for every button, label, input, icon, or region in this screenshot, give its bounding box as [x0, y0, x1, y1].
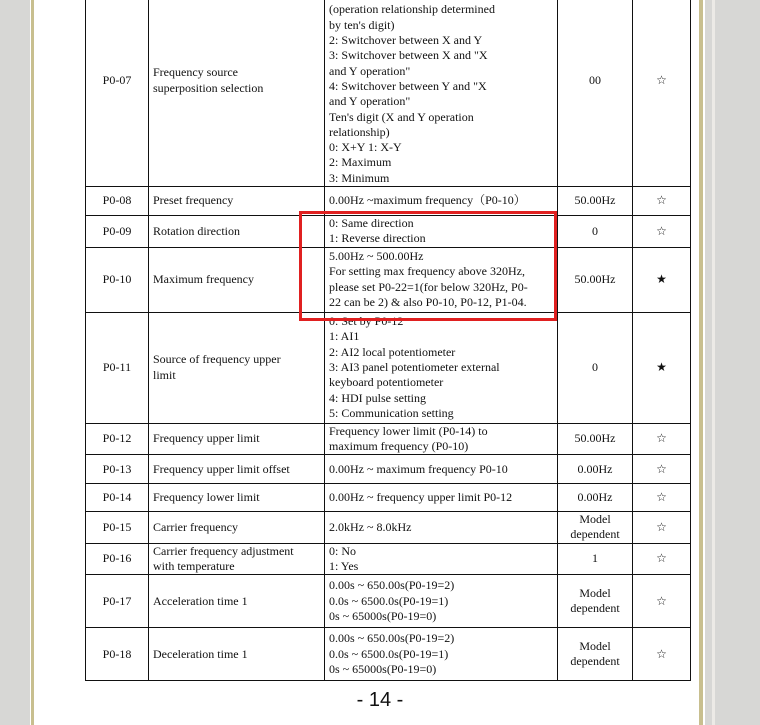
outline-star-icon: ☆	[656, 193, 667, 208]
page-left-border	[31, 0, 34, 725]
change-mark	[633, 0, 691, 187]
setting-range-line: maximum frequency (P0-10)	[329, 438, 469, 453]
default-value	[558, 0, 633, 187]
parameter-code: P0-08	[86, 187, 149, 216]
parameter-table	[85, 0, 691, 681]
setting-range-line: Frequency lower limit (P0-14) to	[329, 423, 488, 438]
viewer-background	[708, 0, 760, 725]
outline-star-icon: ☆	[656, 461, 667, 476]
parameter-name-line: Frequency source	[153, 65, 238, 80]
table-row	[86, 312, 691, 423]
change-mark	[633, 512, 691, 544]
setting-range	[325, 484, 558, 512]
table-row	[86, 484, 691, 512]
setting-range-line: 0.00s ~ 650.00s(P0-19=2)	[329, 631, 455, 646]
default-value-line: 0.00Hz	[577, 461, 613, 476]
page-right-border	[699, 0, 703, 725]
default-value	[558, 512, 633, 544]
setting-range-line: Ten's digit (X and Y operation	[329, 109, 474, 124]
parameter-name-line: Frequency upper limit offset	[153, 461, 290, 476]
table-row	[86, 543, 691, 575]
setting-range-line: 1: Reverse direction	[329, 231, 426, 246]
change-mark	[633, 423, 691, 455]
setting-range-line: 2: AI2 local potentiometer	[329, 344, 456, 359]
change-mark	[633, 628, 691, 681]
setting-range-line: 0.0s ~ 6500.0s(P0-19=1)	[329, 593, 449, 608]
outline-star-icon: ☆	[656, 551, 667, 566]
change-mark	[633, 216, 691, 248]
setting-range-line: 4: HDI pulse setting	[329, 390, 426, 405]
default-value-line: 0.00Hz	[577, 490, 613, 505]
change-mark	[633, 484, 691, 512]
setting-range-line: 5.00Hz ~ 500.00Hz	[329, 249, 424, 263]
default-value	[558, 187, 633, 216]
setting-range-line: 0: Set by P0-12	[329, 314, 404, 329]
setting-range-line: 3: AI3 panel potentiometer external	[329, 359, 500, 374]
parameter-name	[149, 484, 325, 512]
default-value-line: dependent	[570, 527, 620, 542]
setting-range-line: please set P0-22=1(for below 320Hz, P0-	[329, 279, 528, 294]
default-value	[558, 312, 633, 423]
parameter-code: P0-12	[86, 423, 149, 455]
outline-star-icon: ☆	[656, 519, 667, 534]
default-value	[558, 484, 633, 512]
setting-range-line: 0: No	[329, 543, 356, 558]
setting-range-line: 1: Yes	[329, 559, 359, 574]
parameter-name	[149, 628, 325, 681]
table-row	[86, 575, 691, 628]
filled-star-icon: ★	[656, 359, 667, 374]
default-value-line: 50.00Hz	[574, 431, 616, 446]
setting-range-line: 1: AI1	[329, 329, 360, 344]
parameter-name-line: with temperature	[153, 559, 235, 574]
parameter-name-line: Deceleration time 1	[153, 646, 248, 661]
default-value	[558, 543, 633, 575]
parameter-name-line: Source of frequency upper	[153, 352, 281, 367]
setting-range-line: 2.0kHz ~ 8.0kHz	[329, 519, 412, 534]
parameter-code: P0-07	[86, 0, 149, 187]
setting-range-line: (operation relationship determined	[329, 2, 495, 17]
setting-range-line: 0: X+Y 1: X-Y	[329, 140, 402, 155]
setting-range-line: 2: Maximum	[329, 155, 392, 170]
setting-range-line: 22 can be 2) & also P0-10, P0-12, P1-04.	[329, 294, 527, 309]
setting-range-line: and Y operation"	[329, 94, 411, 109]
setting-range	[325, 575, 558, 628]
setting-range	[325, 455, 558, 484]
parameter-code: P0-11	[86, 312, 149, 423]
setting-range-line: 0.00Hz ~ maximum frequency P0-10	[329, 461, 508, 476]
change-mark	[633, 543, 691, 575]
parameter-name-line: Frequency lower limit	[153, 490, 260, 505]
outline-star-icon: ☆	[656, 646, 667, 661]
setting-range	[325, 628, 558, 681]
change-mark	[633, 455, 691, 484]
setting-range-line: by ten's digit)	[329, 17, 395, 32]
setting-range-line: 5: Communication setting	[329, 405, 454, 420]
parameter-name-line: limit	[153, 367, 176, 382]
page-number: - 14 -	[356, 689, 404, 711]
setting-range	[325, 543, 558, 575]
parameter-name	[149, 543, 325, 575]
setting-range-line: 0s ~ 65000s(P0-19=0)	[329, 609, 437, 624]
outline-star-icon: ☆	[656, 431, 667, 446]
change-mark	[633, 312, 691, 423]
parameter-name-line: Carrier frequency adjustment	[153, 543, 294, 558]
setting-range-line: 3: Minimum	[329, 170, 390, 185]
table-row	[86, 455, 691, 484]
parameter-name-line: Carrier frequency	[153, 519, 238, 534]
change-mark	[633, 575, 691, 628]
filled-star-icon: ★	[656, 271, 667, 286]
parameter-code: P0-13	[86, 455, 149, 484]
setting-range-line: 0s ~ 65000s(P0-19=0)	[329, 662, 437, 677]
setting-range-line: and Y operation"	[329, 63, 411, 78]
default-value	[558, 247, 633, 312]
parameter-name	[149, 0, 325, 187]
parameter-code: P0-14	[86, 484, 149, 512]
change-mark	[633, 187, 691, 216]
setting-range-line: 2: Switchover between X and Y	[329, 33, 483, 48]
setting-range-line: 4: Switchover between Y and "X	[329, 78, 487, 93]
parameter-table-body	[86, 0, 691, 681]
parameter-name	[149, 455, 325, 484]
red-highlight-box	[299, 211, 557, 321]
setting-range-line: relationship)	[329, 124, 390, 139]
default-value-line: 00	[589, 72, 601, 87]
parameter-name-line: Rotation direction	[153, 223, 240, 238]
default-value-line: Model	[579, 586, 611, 601]
viewer-scroll-gutter	[712, 0, 715, 725]
setting-range-line: 0.0s ~ 6500.0s(P0-19=1)	[329, 646, 449, 661]
outline-star-icon: ☆	[656, 490, 667, 505]
outline-star-icon: ☆	[656, 223, 667, 238]
outline-star-icon: ☆	[656, 72, 667, 87]
parameter-code: P0-15	[86, 512, 149, 544]
parameter-name-line: Acceleration time 1	[153, 593, 248, 608]
setting-range-line: For setting max frequency above 320Hz,	[329, 264, 525, 279]
default-value-line: 50.00Hz	[574, 271, 616, 286]
default-value-line: Model	[579, 639, 611, 654]
default-value-line: dependent	[570, 654, 620, 669]
default-value-line: dependent	[570, 601, 620, 616]
parameter-name-line: Maximum frequency	[153, 271, 254, 286]
default-value	[558, 575, 633, 628]
setting-range-line: 0.00Hz ~ frequency upper limit P0-12	[329, 490, 513, 505]
default-value	[558, 628, 633, 681]
setting-range	[325, 512, 558, 544]
parameter-name	[149, 423, 325, 455]
parameter-name	[149, 312, 325, 423]
change-mark	[633, 247, 691, 312]
default-value	[558, 216, 633, 248]
table-row	[86, 423, 691, 455]
parameter-name	[149, 512, 325, 544]
outline-star-icon: ☆	[656, 593, 667, 608]
setting-range	[325, 312, 558, 423]
parameter-name-line: superposition selection	[153, 80, 264, 95]
setting-range-line: 0.00s ~ 650.00s(P0-19=2)	[329, 578, 455, 593]
default-value	[558, 423, 633, 455]
parameter-code: P0-09	[86, 216, 149, 248]
table-row	[86, 628, 691, 681]
table-row	[86, 512, 691, 544]
parameter-code: P0-17	[86, 575, 149, 628]
setting-range-line: 3: Switchover between X and "X	[329, 48, 488, 63]
setting-range	[325, 0, 558, 187]
parameter-name-line: Frequency upper limit	[153, 431, 260, 446]
default-value-line: 1	[592, 551, 598, 566]
setting-range-line: 0.00Hz ~maximum frequency（P0-10）	[329, 193, 526, 208]
setting-range-line: keyboard potentiometer	[329, 375, 444, 390]
parameter-code: P0-18	[86, 628, 149, 681]
parameter-code: P0-16	[86, 543, 149, 575]
setting-range-line: 0: Same direction	[329, 216, 414, 230]
parameter-name-line: Preset frequency	[153, 193, 234, 208]
default-value-line: Model	[579, 512, 611, 527]
parameter-code: P0-10	[86, 247, 149, 312]
default-value-line: 0	[592, 223, 598, 238]
setting-range	[325, 423, 558, 455]
table-row	[86, 0, 691, 187]
default-value-line: 0	[592, 359, 598, 374]
default-value-line: 50.00Hz	[574, 193, 616, 208]
parameter-name	[149, 575, 325, 628]
default-value	[558, 455, 633, 484]
